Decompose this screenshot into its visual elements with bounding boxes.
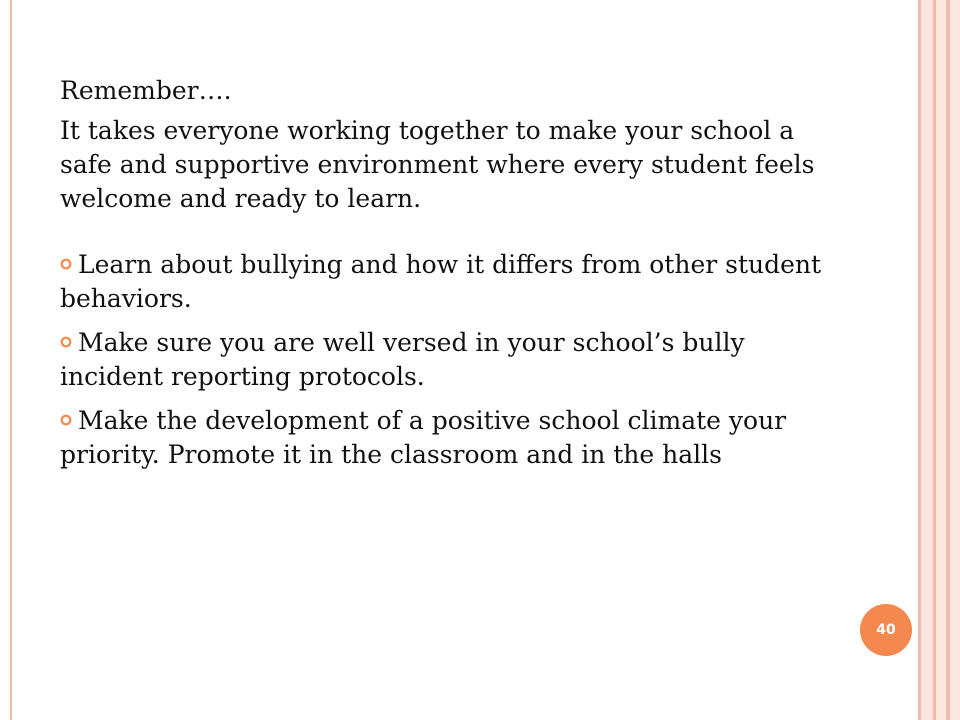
bullet-text: Make the development of a positive school climate your priority. Promote it in the classroom and in the halls (60, 406, 787, 469)
intro-paragraph: It takes everyone working together to make your school a safe and supportive environment where every student feels welcome and ready to learn. (60, 116, 815, 213)
page-number: 40 (876, 622, 896, 638)
bullet-text: Make sure you are well versed in your school’s bully incident reporting protocols. (60, 328, 745, 391)
right-decorative-frame (918, 0, 960, 720)
bullet-item (60, 326, 840, 394)
slide-heading: Remember…. (60, 76, 232, 105)
left-frame-line (10, 0, 12, 720)
bullet-text: Learn about bullying and how it differs from other student behaviors. (60, 250, 822, 313)
ring-bullet-icon (60, 258, 72, 270)
ring-bullet-icon (60, 414, 72, 426)
bullet-item (60, 248, 840, 316)
bullet-list (60, 248, 840, 472)
page-number-badge (860, 604, 912, 656)
ring-bullet-icon (60, 336, 72, 348)
slide-content (60, 74, 840, 482)
bullet-item (60, 404, 840, 472)
